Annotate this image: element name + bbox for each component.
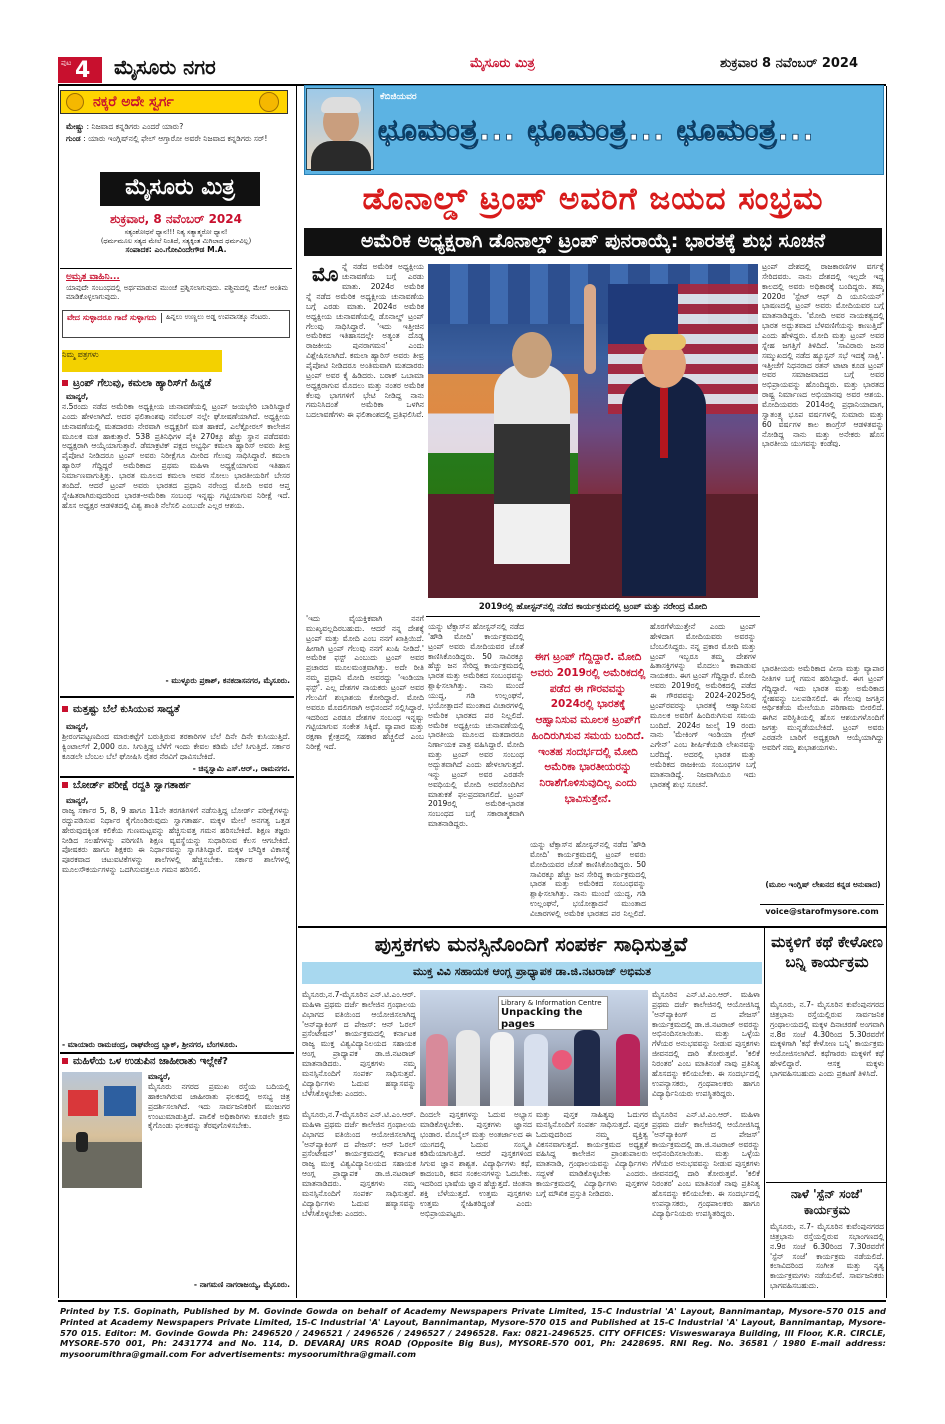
letter-4-signature: - ನಾಗಮಣಿ ನಾಗರಾಜಯ್ಯ, ಮೈಸೂರು. <box>193 1280 290 1289</box>
column-divider-right <box>764 928 765 1298</box>
billboard-photo <box>62 1072 142 1188</box>
kathe-headline: ಮಕ್ಕಳಿಗೆ ಕಥೆ ಕೇಳೋಣ ಬನ್ನಿ ಕಾರ್ಯಕ್ರಮ <box>771 933 883 972</box>
letter-4-title: ಮಹಿಳೆಯ ಒಳ ಉಡುಪಿನ ಜಾಹೀರಾತು ಇಲ್ಲೇಕೆ? <box>62 1056 228 1069</box>
columnist-photo <box>306 88 374 170</box>
column-name: ಛೂಮಂತ್ರ... ಛೂಮಂತ್ರ... ಛೂಮಂತ್ರ... <box>378 113 815 148</box>
mitra-date: ಶುಕ್ರವಾರ, 8 ನವೆಂಬರ್ 2024 <box>110 212 242 226</box>
kathe-body: ಮೈಸೂರು, ನ.7- ಮೈಸೂರಿನ ಕುವೆಂಪುನಗರದ ಚಿತ್ರಭಾನು ರಸ್ತೆಯಲ್ಲಿರುವ ಸಾರ್ವಜನಿಕ ಗ್ರಂಥಾಲಯದಲ್ಲಿ ಮಕ್ಕಳ ದಿನಾಚರಣೆ ಅಂಗವಾಗಿ ನ.8ರ ಸಂಜೆ 4.30ರಿಂದ 5.30ರವರೆಗೆ ಮಕ್ಕಳಿಗಾಗಿ 'ಕಥೆ ಕೇಳೋಣ ಬನ್ನಿ' ಕಾರ್ಯಕ್ರಮ ಆಯೋಜಿಸಲಾಗಿದೆ. ಕಥೆಗಾರರು ಮಕ್ಕಳಿಗೆ ಕಥೆ ಹೇಳಲಿದ್ದಾರೆ. ಆಸಕ್ತ ಮಕ್ಕಳು ಭಾಗವಹಿಸಬಹುದು ಎಂದು ಪ್ರಕಟಣೆ ತಿಳಿಸಿದೆ. <box>770 1000 884 1079</box>
letter-1-signature: - ಮುಳ್ಳೂರು ಪ್ರಕಾಶ್, ಕನಕದಾಸನಗರ, ಮೈಸೂರು. <box>165 676 290 685</box>
letter-3-signature: - ಮಾಯಾರು ರಾಮಚಂದ್ರ, ರಾಘವೇಂದ್ರ ಬ್ಲಾಕ್, ಶ್ರೀನಗರ, ಬೆಂಗಳೂರು. <box>62 1040 238 1049</box>
page-number-badge <box>58 57 102 83</box>
book-col1-lead: ಮೈಸೂರು,ನ.7-ಮೈಸೂರಿನ ಎನ್.ಟಿ.ಎಂ.ಆರ್. ಮಹಿಳಾ ಪ್ರಥಮ ದರ್ಜೆ ಕಾಲೇಜಿನ ಗ್ರಂಥಾಲಯ ವಿಭಾಗದ ವತಿಯಿಂದ ಆಯೋಜಿಸಲಾಗಿದ್ದ 'ಅನ್‌ಪ್ಯಾಕಿಂಗ್ ದ ಪೇಜಸ್: ಆನ್ ಓರಲ್ ಪ್ರಸೆಂಟೇಷನ್' ಕಾರ್ಯಕ್ರಮದಲ್ಲಿ ಕರ್ನಾಟಕ ರಾಜ್ಯ ಮುಕ್ತ ವಿಶ್ವವಿದ್ಯಾನಿಲಯದ ಸಹಾಯಕ ಆಂಗ್ಲ ಪ್ರಾಧ್ಯಾಪಕ ಡಾ.ಜಿ.ನಟರಾಜ್ ಮಾತನಾಡಿದರು. ಪುಸ್ತಕಗಳು ನಮ್ಮ ಮನಸ್ಸಿನೊಂದಿಗೆ ಸಂಪರ್ಕ ಸಾಧಿಸುತ್ತವೆ. ವಿದ್ಯಾರ್ಥಿಗಳು ಓದುವ ಹವ್ಯಾಸವನ್ನು ಬೆಳೆಸಿಕೊಳ್ಳಬೇಕು ಎಂದರು. <box>302 990 416 1098</box>
footer-rule <box>58 1300 886 1302</box>
article-col3-body: ಹೊರಗೆಳೆಯುತ್ತೇನೆ ಎಂದು ಟ್ರಂಪ್ ಹೇಳಿದಾಗ ಮೋದಿಯವರು ಅವರನ್ನು ಬೆಂಬಲಿಸಿದ್ದರು. ನನ್ನ ಪ್ರಕಾರ ಮೋದಿ ಮತ್ತು ಟ್ರಂಪ್ ಇಬ್ಬರೂ ತಮ್ಮ ದೇಶಗಳ ಹಿತಾಸಕ್ತಿಗಳನ್ನು ಮೊದಲು ಕಾಪಾಡುವ ನಾಯಕರು. ಈಗ ಟ್ರಂಪ್ ಗೆದ್ದಿದ್ದಾರೆ. ಮೋದಿ ಅವರು 2019ರಲ್ಲಿ ಅಮೆರಿಕದಲ್ಲಿ ಪಡೆದ ಈ ಗೌರವವನ್ನು 2024-2025ರಲ್ಲಿ ಟ್ರಂಪ್‌ರವರನ್ನು ಭಾರತಕ್ಕೆ ಆಹ್ವಾನಿಸುವ ಮೂಲಕ ಅವರಿಗೆ ಹಿಂದಿರುಗಿಸುವ ಸಮಯ ಬಂದಿದೆ. 2024ರ ಜುಲೈ 19 ರಂದು ನಾನು 'ಮೇಕಿಂಗ್ ಇಂಡಿಯಾ ಗ್ರೇಟ್ ಎಗೇನ್' ಎಂಬ ಶೀರ್ಷಿಕೆಯಡಿ ಲೇಖನವನ್ನು ಬರೆದಿದ್ದೆ. ಅದರಲ್ಲಿ ಭಾರತ ಮತ್ತು ಅಮೆರಿಕದ ರಾಜಕೀಯ ಸಂಬಂಧಗಳ ಬಗ್ಗೆ ಮಾತನಾಡಿದ್ದೆ. ನಿಜವಾಗಿಯೂ ಇದು ಭಾರತಕ್ಕೆ ಶುಭ ಸೂಚನೆ. <box>650 622 756 789</box>
column-byline: ಕೆಬಿಜಿಯವರ <box>380 92 417 102</box>
event-banner-line1: Library & Information Centre <box>501 999 602 1007</box>
letter-4-salutation: ಮಾನ್ಯರೆ, <box>148 1072 171 1081</box>
mitra-editor: ಸಂಪಾದಕ: ಎಂ.ಗೋವಿಂದೇಗೌಡ M.A. <box>125 245 227 255</box>
joke-header <box>60 90 288 114</box>
joke-title: ನಕ್ಕರೆ ಅದೇ ಸ್ವರ್ಗ <box>93 94 174 110</box>
letter-3-salutation: ಮಾನ್ಯರೆ, <box>66 796 89 805</box>
letter-1-salutation: ಮಾನ್ಯರೆ, <box>66 392 89 401</box>
letter-1-body: ನ.5ರಂದು ನಡೆದ ಅಮೆರಿಕಾ ಅಧ್ಯಕ್ಷೀಯ ಚುನಾವಣೆಯಲ್ಲಿ ಟ್ರಂಪ್ ಜಯಭೇರಿ ಬಾರಿಸಿದ್ದಾರೆ ಎಂದು ಹೇಳಲಾಗಿದೆ. ಅದರ ಫಲಿತಾಂಶವು ನವೆಂಬರ್ ನಲ್ಲೇ ಘೋಷಣೆಯಾಗಿದೆ. ಅಧ್ಯಕ್ಷೀಯ ಚುನಾವಣೆಯಲ್ಲಿ ಮತದಾರರು ನೇರವಾಗಿ ಅಧ್ಯಕ್ಷರಿಗೆ ಮತ ಹಾಕದೆ, ಎಲೆಕ್ಟೋರಲ್ ಕಾಲೇಜಿನ ಮೂಲಕ ಮತ ಹಾಕುತ್ತಾರೆ. 538 ಪ್ರತಿನಿಧಿಗಳ ಪೈಕಿ 270ಕ್ಕೂ ಹೆಚ್ಚು ಸ್ಥಾನ ಪಡೆದವರು ಅಧ್ಯಕ್ಷರಾಗಿ ಆಯ್ಕೆಯಾಗುತ್ತಾರೆ. ಡೆಮಾಕ್ರಟಿಕ್ ಪಕ್ಷದ ಅಭ್ಯರ್ಥಿ ಕಮಲಾ ಹ್ಯಾರಿಸ್ ಅವರು ತೀವ್ರ ಪೈಪೋಟಿ ನೀಡಿದರೂ ಟ್ರಂಪ್ ಅವರು ನಿರೀಕ್ಷೆಗೂ ಮೀರಿದ ಗೆಲುವು ಸಾಧಿಸಿದ್ದಾರೆ. ಕಮಲಾ ಹ್ಯಾರಿಸ್ ಗೆದ್ದಿದ್ದರೆ ಅಮೆರಿಕಾದ ಪ್ರಥಮ ಮಹಿಳಾ ಅಧ್ಯಕ್ಷೆಯಾಗುವ ಇತಿಹಾಸ ನಿರ್ಮಾಣವಾಗುತ್ತಿತ್ತು. ಭಾರತ ಮೂಲದ ಕಮಲಾ ಅವರ ಸೋಲು ಭಾರತೀಯರಿಗೆ ಬೇಸರ ತಂದಿದೆ. ಆದರೆ ಟ್ರಂಪ್ ಅವರು ಭಾರತದ ಪ್ರಧಾನಿ ನರೇಂದ್ರ ಮೋದಿ ಅವರ ಆಪ್ತ ಸ್ನೇಹಿತರಾಗಿರುವುದರಿಂದ ಭಾರತ-ಅಮೆರಿಕಾ ಸಂಬಂಧ ಇನ್ನಷ್ಟು ಗಟ್ಟಿಯಾಗುವ ನಿರೀಕ್ಷೆ ಇದೆ. ಹೊಸ ಅಧ್ಯಕ್ಷರ ಆಡಳಿತದಲ್ಲಿ ವಿಶ್ವ ಶಾಂತಿ ನೆಲೆಸಲಿ ಎಂಬುದೇ ಎಲ್ಲರ ಆಶಯ. <box>62 402 290 510</box>
issue-date: ಶುಕ್ರವಾರ 8 ನವೆಂಬರ್ 2024 <box>720 56 859 71</box>
event-photo <box>420 990 648 1106</box>
article-col4-continued: ಭಾರತೀಯರು ಅಮೆರಿಕಾದ ವೀಸಾ ಮತ್ತು ವ್ಯಾಪಾರ ನೀತಿಗಳ ಬಗ್ಗೆ ಗಮನ ಹರಿಸಿದ್ದಾರೆ. ಈಗ ಟ್ರಂಪ್ ಗೆದ್ದಿದ್ದಾರೆ. ಇದು ಭಾರತ ಮತ್ತು ಅಮೆರಿಕಾದ ಸ್ನೇಹವನ್ನು ಬಲಪಡಿಸಲಿದೆ. ಈ ಗೆಲುವು ಜಗತ್ತಿನ ಆರ್ಥಿಕತೆಯ ಮೇಲೆಯೂ ಪರಿಣಾಮ ಬೀರಲಿದೆ. ಈಗಿನ ಪರಿಸ್ಥಿತಿಯಲ್ಲಿ ಹೊಸ ಆಶಯಗಳೊಂದಿಗೆ ಜಗತ್ತು ಮುನ್ನಡೆಯಬೇಕಿದೆ. ಟ್ರಂಪ್ ಅವರು ಎರಡನೇ ಬಾರಿಗೆ ಅಧ್ಯಕ್ಷರಾಗಿ ಆಯ್ಕೆಯಾಗಿದ್ದು ಅವರಿಗೆ ನಮ್ಮ ಶುಭಾಶಯಗಳು. <box>762 664 884 752</box>
pull-quote: ಈಗ ಟ್ರಂಪ್ ಗೆದ್ದಿದ್ದಾರೆ. ಮೋದಿ ಅವರು 2019ರಲ್ಲಿ ಅಮೆರಿಕದಲ್ಲಿ ಪಡೆದ ಈ ಗೌರವವನ್ನು 2024ರಲ್ಲಿ ಭಾರತಕ್ಕೆ ಆಹ್ವಾನಿಸುವ ಮೂಲಕ ಟ್ರಂಪ್‌ಗೆ ಹಿಂದಿರುಗಿಸುವ ಸಮಯ ಬಂದಿದೆ. ಇಂತಹ ಸಂದರ್ಭದಲ್ಲಿ ಮೋದಿ ಅಮೆರಿಕಾ ಭಾರತೀಯರನ್ನು ನಿರಾಶೆಗೊಳಿಸುವುದಿಲ್ಲ ಎಂದು ಭಾವಿಸುತ್ತೇನೆ. <box>530 651 646 805</box>
proverb-right: ಹಿನ್ನಲು ಉಣ್ಣಲು ಅಡ್ಡ ಉಪವಾಸಕ್ಕೂ ನೆಂಟರು. <box>161 313 285 323</box>
letter-2-salutation: ಮಾನ್ಯರೆ, <box>66 722 89 731</box>
book-subheadline: ಮುಕ್ತ ವಿವಿ ಸಹಾಯಕ ಆಂಗ್ಲ ಪ್ರಾಧ್ಯಾಪಕ ಡಾ.ಜಿ.ನಟರಾಜ್ ಅಭಿಮತ <box>302 962 762 984</box>
page-right-border <box>886 86 887 1298</box>
nale-body: ಮೈಸೂರು, ನ.7- ಮೈಸೂರಿನ ಕುವೆಂಪುನಗರದ ಚಿತ್ರಭಾನು ರಸ್ತೆಯಲ್ಲಿರುವ ಸಭಾಂಗಣದಲ್ಲಿ ನ.9ರ ಸಂಜೆ 6.30ರಿಂದ 7.30ರವರೆಗೆ 'ಸ್ಪೆನ್ ಸಂಜೆ' ಕಾರ್ಯಕ್ರಮ ನಡೆಯಲಿದೆ. ಕಲಾವಿದರಿಂದ ಸಂಗೀತ ಮತ್ತು ನೃತ್ಯ ಕಾರ್ಯಕ್ರಮಗಳು ನಡೆಯಲಿವೆ. ಸಾರ್ವಜನಿಕರು ಭಾಗವಹಿಸಬಹುದು. <box>770 1222 884 1291</box>
mitra-tagline-1: ಸತ್ಯಂಶೋಧನೆ ಧ್ಯಾನ!!! ನಿತ್ಯ ಸತ್ಯಾತ್ಮರೋ ಧ್ಯಾನ! <box>124 228 228 236</box>
book-col4-lead: ಮೈಸೂರಿನ ಎನ್.ಟಿ.ಎಂ.ಆರ್. ಮಹಿಳಾ ಪ್ರಥಮ ದರ್ಜೆ ಕಾಲೇಜಿನಲ್ಲಿ ಆಯೋಜಿಸಿದ್ದ 'ಅನ್‌ಪ್ಯಾಕಿಂಗ್ ದ ಪೇಜಸ್' ಕಾರ್ಯಕ್ರಮದಲ್ಲಿ ಡಾ.ಜಿ.ನಟರಾಜ್ ಅವರನ್ನು ಅಭಿನಂದಿಸಲಾಯಿತು. ಮತ್ತು ಒಳ್ಳೆಯ ಗೆಳೆಯರ ಅನುಭವವನ್ನು ನೀಡುವ ಪುಸ್ತಕಗಳು ಜೀವನದಲ್ಲಿ ದಾರಿ ತೋರುತ್ತವೆ. 'ಕಲಿಕೆ ನಿರಂತರ' ಎಂಬ ಮಾತಿನಂತೆ ನಾವು ಪ್ರತಿನಿತ್ಯ ಹೊಸದನ್ನು ಕಲಿಯಬೇಕು. ಈ ಸಂದರ್ಭದಲ್ಲಿ ಉಪನ್ಯಾಸಕರು, ಗ್ರಂಥಪಾಲಕರು ಹಾಗೂ ವಿದ್ಯಾರ್ಥಿನಿಯರು ಉಪಸ್ಥಿತರಿದ್ದರು. <box>652 990 760 1098</box>
rule <box>766 1182 886 1183</box>
book-headline: ಪುಸ್ತಕಗಳು ಮನಸ್ಸಿನೊಂದಿಗೆ ಸಂಪರ್ಕ ಸಾಧಿಸುತ್ತವೆ <box>374 932 688 956</box>
rule <box>60 1052 294 1054</box>
letter-3-title: ಬೋರ್ಡ್ ಪರೀಕ್ಷೆ ರದ್ದತಿ ಸ್ವಾಗತಾರ್ಹ <box>62 780 191 793</box>
book-col1-body: ಮೈಸೂರು,ನ.7-ಮೈಸೂರಿನ ಎನ್.ಟಿ.ಎಂ.ಆರ್. ಮಹಿಳಾ ಪ್ರಥಮ ದರ್ಜೆ ಕಾಲೇಜಿನ ಗ್ರಂಥಾಲಯ ವಿಭಾಗದ ವತಿಯಿಂದ ಆಯೋಜಿಸಲಾಗಿದ್ದ 'ಅನ್‌ಪ್ಯಾಕಿಂಗ್ ದ ಪೇಜಸ್: ಆನ್ ಓರಲ್ ಪ್ರಸೆಂಟೇಷನ್' ಕಾರ್ಯಕ್ರಮದಲ್ಲಿ ಕರ್ನಾಟಕ ರಾಜ್ಯ ಮುಕ್ತ ವಿಶ್ವವಿದ್ಯಾನಿಲಯದ ಸಹಾಯಕ ಆಂಗ್ಲ ಪ್ರಾಧ್ಯಾಪಕ ಡಾ.ಜಿ.ನಟರಾಜ್ ಮಾತನಾಡಿದರು. ಪುಸ್ತಕಗಳು ನಮ್ಮ ಮನಸ್ಸಿನೊಂದಿಗೆ ಸಂಪರ್ಕ ಸಾಧಿಸುತ್ತವೆ. ವಿದ್ಯಾರ್ಥಿಗಳು ಓದುವ ಹವ್ಯಾಸವನ್ನು ಬೆಳೆಸಿಕೊಳ್ಳಬೇಕು ಎಂದರು. <box>302 1110 416 1218</box>
article-col1-lead: ನ್ನೆ ನಡೆದ ಅಮೆರಿಕ ಅಧ್ಯಕ್ಷೀಯ ಚುನಾವಣೆಯ ಬಗ್ಗೆ ಎರಡು ಮಾತು. 2024ರ ಅಮೆರಿಕ <box>342 262 424 291</box>
letter-2-title: ಮತ್ತಷ್ಟು ಬೆಲೆ ಕುಸಿಯುವ ಸಾಧ್ಯತೆ <box>62 704 180 717</box>
letter-4-body: ಮೈಸೂರು ನಗರದ ಪ್ರಮುಖ ರಸ್ತೆಯ ಬದಿಯಲ್ಲಿ ಹಾಕಲಾಗಿರುವ ಜಾಹೀರಾತು ಫಲಕದಲ್ಲಿ ಅಸಭ್ಯ ಚಿತ್ರ ಪ್ರದರ್ಶಿಸಲಾಗಿದೆ. ಇದು ಸಾರ್ವಜನಿಕರಿಗೆ ಮುಜುಗರ ಉಂಟುಮಾಡುತ್ತಿದೆ. ಪಾಲಿಕೆ ಅಧಿಕಾರಿಗಳು ಕೂಡಲೇ ಕ್ರಮ ಕೈಗೊಂಡು ಫಲಕವನ್ನು ತೆರವುಗೊಳಿಸಬೇಕು. <box>148 1082 290 1131</box>
amrutha-text: ಯಾವುದೇ ಸಂಬಂಧದಲ್ಲಿ ಅರ್ಥಮಾಡುವ ಮುಂಚೆ ಪ್ರಶ್ನಿಸಲಾಗುವುದು. ಪಶ್ಚಿಮದಲ್ಲಿ ಮೇಲೆ ಅಂತಿಮ ಮಾಡಿಕೊಳ್ಳಲಾಗುವುದು. <box>66 284 288 302</box>
letter-3-body: ರಾಜ್ಯ ಸರ್ಕಾರ 5, 8, 9 ಹಾಗೂ 11ನೇ ತರಗತಿಗಳಿಗೆ ನಡೆಸುತ್ತಿದ್ದ ಬೋರ್ಡ್ ಪರೀಕ್ಷೆಗಳನ್ನು ರದ್ದುಪಡಿಸುವ ನಿರ್ಧಾರ ಕೈಗೊಂಡಿರುವುದು ಸ್ವಾಗತಾರ್ಹ. ಮಕ್ಕಳ ಮೇಲೆ ಅನಗತ್ಯ ಒತ್ತಡ ಹೇರುವುದಕ್ಕಿಂತ ಕಲಿಕೆಯ ಗುಣಮಟ್ಟವನ್ನು ಹೆಚ್ಚಿಸುವತ್ತ ಗಮನ ಹರಿಸಬೇಕಿದೆ. ಶಿಕ್ಷಣ ತಜ್ಞರು ನೀಡಿದ ಸಲಹೆಗಳನ್ನು ಪರಿಗಣಿಸಿ ಶಿಕ್ಷಣ ವ್ಯವಸ್ಥೆಯನ್ನು ಸುಧಾರಿಸುವ ಕೆಲಸ ಆಗಬೇಕಿದೆ. ಪೋಷಕರು ಹಾಗೂ ಶಿಕ್ಷಕರು ಈ ನಿರ್ಧಾರವನ್ನು ಸ್ವಾಗತಿಸಿದ್ದಾರೆ. ಮಕ್ಕಳ ಬೌದ್ಧಿಕ ವಿಕಾಸಕ್ಕೆ ಪೂರಕವಾದ ಚಟುವಟಿಕೆಗಳನ್ನು ಶಾಲೆಗಳಲ್ಲಿ ಹೆಚ್ಚಿಸಬೇಕು. ಸರ್ಕಾರ ಶಾಲೆಗಳಲ್ಲಿ ಮೂಲಸೌಕರ್ಯಗಳನ್ನು ಒದಗಿಸುವತ್ತಲೂ ಗಮನ ಹರಿಸಲಿ. <box>62 806 290 875</box>
article-col1-continued: 'ಇದು ವೈಯಕ್ತಿಕವಾಗಿ ನನಗೆ ಮುಖ್ಯವಲ್ಲದಿರಬಹುದು. ಆದರೆ ನನ್ನ ದೇಶಕ್ಕೆ ಟ್ರಂಪ್ ಮತ್ತು ಮೋದಿ ಎಂಬ ನನಗೆ ಖಾತ್ರಿಯಿದೆ. ಹೀಗಾಗಿ ಟ್ರಂಪ್ ಗೆಲುವು ನನಗೆ ಖುಷಿ ನೀಡಿದೆ.' ಅಮೆರಿಕ ಫಸ್ಟ್ ಎಂಬುದು ಟ್ರಂಪ್ ಅವರ ಪ್ರಚಾರದ ಮೂಲಮಂತ್ರವಾಗಿತ್ತು. ಅದೇ ರೀತಿ ನಮ್ಮ ಪ್ರಧಾನಿ ಮೋದಿ ಅವರದ್ದು 'ಇಂಡಿಯಾ ಫಸ್ಟ್'. ಎಲ್ಲ ದೇಶಗಳ ನಾಯಕರು ಟ್ರಂಪ್ ಅವರ ಗೆಲುವಿಗೆ ಶುಭಾಶಯ ಕೋರಿದ್ದಾರೆ. ಮೋದಿ ಅವರೂ ಮೊದಲಿಗರಾಗಿ ಅಭಿನಂದನೆ ಸಲ್ಲಿಸಿದ್ದಾರೆ. ಇದರಿಂದ ಎರಡೂ ದೇಶಗಳ ಸಂಬಂಧ ಇನ್ನಷ್ಟು ಗಟ್ಟಿಯಾಗುವ ಸಂಕೇತ ಸಿಕ್ಕಿದೆ. ವ್ಯಾಪಾರ ಮತ್ತು ರಕ್ಷಣಾ ಕ್ಷೇತ್ರದಲ್ಲಿ ಸಹಕಾರ ಹೆಚ್ಚಲಿದೆ ಎಂಬ ನಿರೀಕ್ಷೆ ಇದೆ. <box>306 614 424 752</box>
book-col4-body: ಮೈಸೂರಿನ ಎನ್.ಟಿ.ಎಂ.ಆರ್. ಮಹಿಳಾ ಪ್ರಥಮ ದರ್ಜೆ ಕಾಲೇಜಿನಲ್ಲಿ ಆಯೋಜಿಸಿದ್ದ 'ಅನ್‌ಪ್ಯಾಕಿಂಗ್ ದ ಪೇಜಸ್' ಕಾರ್ಯಕ್ರಮದಲ್ಲಿ ಡಾ.ಜಿ.ನಟರಾಜ್ ಅವರನ್ನು ಅಭಿನಂದಿಸಲಾಯಿತು. ಮತ್ತು ಒಳ್ಳೆಯ ಗೆಳೆಯರ ಅನುಭವವನ್ನು ನೀಡುವ ಪುಸ್ತಕಗಳು ಜೀವನದಲ್ಲಿ ದಾರಿ ತೋರುತ್ತವೆ. 'ಕಲಿಕೆ ನಿರಂತರ' ಎಂಬ ಮಾತಿನಂತೆ ನಾವು ಪ್ರತಿನಿತ್ಯ ಹೊಸದನ್ನು ಕಲಿಯಬೇಕು. ಈ ಸಂದರ್ಭದಲ್ಲಿ ಉಪನ್ಯಾಸಕರು, ಗ್ರಂಥಪಾಲಕರು ಹಾಗೂ ವಿದ್ಯಾರ್ಥಿನಿಯರು ಉಪಸ್ಥಿತರಿದ್ದರು. <box>652 1110 760 1218</box>
joke-question: : ನಿಜವಾದ ಕನ್ನಡಿಗರು ಎಂದರೆ ಯಾರು? <box>86 122 184 131</box>
mitra-tagline-2: (ಧರ್ಮಮೂಲ ಸತ್ಯದ ಮೇಲೆ ನಿಂತಿದೆ, ಸತ್ಯಕ್ಕಿಂತ ಮಿಗಿಲಾದ ಧರ್ಮವಿಲ್ಲ) <box>100 236 252 245</box>
event-banner-line2: Unpacking the pages <box>501 1007 583 1031</box>
page-number: 4 <box>75 58 91 83</box>
mitra-logo-box: ಮೈಸೂರು ಮಿತ್ರ <box>100 172 260 206</box>
drop-cap: ಮೊ <box>312 262 339 286</box>
letter-2-signature: - ಚಿನ್ನಸ್ವಾಮಿ ಎಸ್.ಆರ್., ರಾಮನಗರ. <box>192 764 290 773</box>
joke-dialogue <box>66 122 291 145</box>
book-col3-body: ಮತ್ತು ಪುಸ್ತಕ ಸಾಹಿತ್ಯವು ಓದುಗರ ಮನಸ್ಸಿನೊಂದಿಗೆ ಸಂಪರ್ಕ ಸಾಧಿಸುತ್ತದೆ. ಪುಸ್ತಕ ಓದುವುದರಿಂದ ನಮ್ಮ ವ್ಯಕ್ತಿತ್ವ ವಿಕಸನವಾಗುತ್ತದೆ. ಕಾರ್ಯಕ್ರಮದ ಅಧ್ಯಕ್ಷತೆ ವಹಿಸಿದ್ದ ಕಾಲೇಜಿನ ಪ್ರಾಂಶುಪಾಲರು ಮಾತನಾಡಿ, ಗ್ರಂಥಾಲಯವನ್ನು ವಿದ್ಯಾರ್ಥಿಗಳು ಸದ್ಬಳಕೆ ಮಾಡಿಕೊಳ್ಳಬೇಕು ಎಂದರು. ಕಾರ್ಯಕ್ರಮದಲ್ಲಿ ವಿದ್ಯಾರ್ಥಿಗಳು ಪುಸ್ತಕಗಳ ಬಗ್ಗೆ ಮೌಖಿಕ ಪ್ರಸ್ತುತಿ ನೀಡಿದರು. <box>536 1110 648 1198</box>
imprint-footer: Printed by T.S. Gopinath, Published by M. Govinde Gowda on behalf of Academy Newspapers Private Limited, 15-C Industrial 'A' Layout, Bannimantap, Mysore-570 015 and Printed at Academy Newspapers Private Limited, 15-C Industrial 'A' Layout, Bannimantap, Mysore-570 015 and Published at 15-C Industrial 'A' Layout, Bannimantap, Mysore-570 015. Editor: M. Govinde Gowda Ph: 2496520 / 2496521 / 2496526 / 2496527 / 2496528. Fax: 0821-2496525. CITY OFFICES: Visweswaraya Building, III Floor, K.R. CIRCLE, MYSORE-570 001, Ph: 2431774 and No. 114, D. DEVARAJ URS ROAD (Opposite Big Bus), MYSORE-570 001, Ph: 2428695. RNI Reg. No. 36581 / 1980 E-mail address: mysoorumithra@gmail.com For advertisements: mysoorumithra@gmail.com <box>60 1306 886 1360</box>
article-col3-lower: ಯನ್ನು ಟೆಕ್ಸಾಸ್‌ನ ಹೋಸ್ಟನ್‌ನಲ್ಲಿ ನಡೆದ 'ಹೌಡಿ ಮೋದಿ' ಕಾರ್ಯಕ್ರಮದಲ್ಲಿ ಟ್ರಂಪ್ ಅವರು ಮೋದಿಯವರ ಜೊತೆ ಕಾಣಿಸಿಕೊಂಡಿದ್ದರು. 50 ಸಾವಿರಕ್ಕೂ ಹೆಚ್ಚು ಜನ ಸೇರಿದ್ದ ಕಾರ್ಯಕ್ರಮದಲ್ಲಿ ಭಾರತ ಮತ್ತು ಅಮೆರಿಕದ ಸಂಬಂಧವನ್ನು ಶ್ಲಾಘಿಸಲಾಗಿತ್ತು. ನಾನು ಮುಂದೆ ಯುದ್ಧ, ಗಡಿ ಉಲ್ಲಂಘನೆ, ಭಯೋತ್ಪಾದನೆ ಮುಂತಾದ ವಿಚಾರಗಳಲ್ಲಿ ಅಮೆರಿಕ ಭಾರತದ ಪರ ನಿಲ್ಲಲಿದೆ. <box>530 840 646 918</box>
column-divider-left <box>296 86 297 1298</box>
article-col2-body: ಯನ್ನು ಟೆಕ್ಸಾಸ್‌ನ ಹೋಸ್ಟನ್‌ನಲ್ಲಿ ನಡೆದ 'ಹೌಡಿ ಮೋದಿ' ಕಾರ್ಯಕ್ರಮದಲ್ಲಿ ಟ್ರಂಪ್ ಅವರು ಮೋದಿಯವರ ಜೊತೆ ಕಾಣಿಸಿಕೊಂಡಿದ್ದರು. 50 ಸಾವಿರಕ್ಕೂ ಹೆಚ್ಚು ಜನ ಸೇರಿದ್ದ ಕಾರ್ಯಕ್ರಮದಲ್ಲಿ ಭಾರತ ಮತ್ತು ಅಮೆರಿಕದ ಸಂಬಂಧವನ್ನು ಶ್ಲಾಘಿಸಲಾಗಿತ್ತು. ನಾನು ಮುಂದೆ ಯುದ್ಧ, ಗಡಿ ಉಲ್ಲಂಘನೆ, ಭಯೋತ್ಪಾದನೆ ಮುಂತಾದ ವಿಚಾರಗಳಲ್ಲಿ ಅಮೆರಿಕ ಭಾರತದ ಪರ ನಿಲ್ಲಲಿದೆ. ಅಮೆರಿಕ ಅಧ್ಯಕ್ಷೀಯ ಚುನಾವಣೆಯಲ್ಲಿ ಭಾರತೀಯ ಮೂಲದ ಮತದಾರರೂ ನಿರ್ಣಾಯಕ ಪಾತ್ರ ವಹಿಸಿದ್ದಾರೆ. ಮೋದಿ ಮತ್ತು ಟ್ರಂಪ್ ಅವರ ಸಂಬಂಧ ಅದ್ಭುತವಾಗಿದೆ ಎಂದು ಹೇಳಲಾಗುತ್ತದೆ. ಇನ್ನು ಟ್ರಂಪ್ ಅವರ ಎರಡನೇ ಅವಧಿಯಲ್ಲಿ ಮೋದಿ ಅವರೊಂದಿಗಿನ ಮಾತುಕತೆ ಫಲಪ್ರದವಾಗಲಿದೆ. ಟ್ರಂಪ್ 2019ರಲ್ಲಿ ಅಮೆರಿಕ-ಭಾರತ ಸಂಬಂಧದ ಬಗ್ಗೆ ಸಕಾರಾತ್ಮಕವಾಗಿ ಮಾತನಾಡಿದ್ದರು. <box>428 622 524 829</box>
article-col1-body: ನ್ನೆ ನಡೆದ ಅಮೆರಿಕ ಅಧ್ಯಕ್ಷೀಯ ಚುನಾವಣೆಯ ಬಗ್ಗೆ ಎರಡು ಮಾತು. 2024ರ ಅಮೆರಿಕ ಅಧ್ಯಕ್ಷೀಯ ಚುನಾವಣೆಯಲ್ಲಿ ಡೊನಾಲ್ಡ್ ಟ್ರಂಪ್ ಗೆಲುವು ಸಾಧಿಸಿದ್ದಾರೆ. 'ಇದು ಇತ್ತೀಚಿನ ಅಮೆರಿಕದ ಇತಿಹಾಸದಲ್ಲೇ ಅತ್ಯಂತ ದೊಡ್ಡ ರಾಜಕೀಯ ಪುನರಾಗಮನ' ಎಂದು ವಿಶ್ಲೇಷಿಸಲಾಗಿದೆ. ಕಮಲಾ ಹ್ಯಾರಿಸ್ ಅವರು ತೀವ್ರ ಪೈಪೋಟಿ ನೀಡಿದರೂ ಅಂತಿಮವಾಗಿ ಮತದಾರರು ಟ್ರಂಪ್ ಅವರ ಕೈ ಹಿಡಿದರು. ಬರಾಕ್ ಒಬಾಮಾ ಅಧ್ಯಕ್ಷರಾಗುವ ಮೊದಲು ಮತ್ತು ನಂತರ ಅಮೆರಿಕ ಕೆಲವು ಭಾಗಗಳಿಗೆ ಭೇಟಿ ನೀಡಿದ್ದ ನಾನು ಗಮನಿಸಿದಂತೆ ಅಮೆರಿಕಾ ಒಳಗಿನ ಬದಲಾವಣೆಗಳು ಈ ಫಲಿತಾಂಶದಲ್ಲಿ ಪ್ರತಿಫಲಿಸಿವೆ. <box>306 292 424 420</box>
mitra-tagline <box>60 228 292 255</box>
book-col2-body: ದಿಂದಲೇ ಪುಸ್ತಕಗಳನ್ನು ಓದುವ ಅಭ್ಯಾಸ ಮಾಡಿಕೊಳ್ಳಬೇಕು. ಪುಸ್ತಕಗಳು ಜ್ಞಾನದ ಭಂಡಾರ. ಮೊಬೈಲ್ ಮತ್ತು ಅಂತರ್ಜಾಲದ ಈ ಯುಗದಲ್ಲಿ ಓದುವ ಸಂಸ್ಕೃತಿ ಕಡಿಮೆಯಾಗುತ್ತಿದೆ. ಆದರೆ ಪುಸ್ತಕಗಳಿಂದ ಸಿಗುವ ಜ್ಞಾನ ಶಾಶ್ವತ. ವಿದ್ಯಾರ್ಥಿಗಳು ಕಥೆ, ಕಾದಂಬರಿ, ಕವನ ಸಂಕಲನಗಳನ್ನು ಓದಬೇಕು. ಇದರಿಂದ ಭಾಷೆಯ ಜ್ಞಾನ ಹೆಚ್ಚುತ್ತದೆ. ಚಿಂತನಾ ಶಕ್ತಿ ಬೆಳೆಯುತ್ತದೆ. ಉತ್ತಮ ಪುಸ್ತಕಗಳು ಉತ್ತಮ ಸ್ನೇಹಿತರಿದ್ದಂತೆ ಎಂದು ಅಭಿಪ್ರಾಯಪಟ್ಟರು. <box>420 1110 532 1218</box>
joke-q-speaker: ಮೇಷ್ಟ್ರು <box>66 122 85 131</box>
trump-modi-photo <box>428 264 758 598</box>
cartoon-face-icon <box>259 92 279 112</box>
joke-answer: : ಯಾರು ಇಂಗ್ಲಿಷ್‌ನಲ್ಲಿ ಫೇಲ್ ಆಗ್ತಾರೋ ಅವರೇ ನಿಜವಾದ ಕನ್ನಡಿಗರು ಸರ್! <box>83 134 268 144</box>
main-headline: ಡೊನಾಲ್ಡ್ ಟ್ರಂಪ್ ಅವರಿಗೆ ಜಯದ ಸಂಭ್ರಮ <box>362 181 824 217</box>
rule <box>60 696 294 698</box>
article-col4-body: ಟ್ರಂಪ್ ದೇಶದಲ್ಲಿ ರಾಜಕಾರಣಿಗಳ ವರ್ಗಕ್ಕೆ ಸೇರಿದವರು. ನಾನು ದೇಶದಲ್ಲಿ ಇಲ್ಲದೇ ಇದ್ದ ಕಾಲದಲ್ಲಿ ಅವರು ಅಧಿಕಾರಕ್ಕೆ ಬಂದಿದ್ದರು. ತಮ್ಮ 2020ರ 'ಸ್ಟೇಟ್ ಆಫ್ ದಿ ಯೂನಿಯನ್' ಭಾಷಣದಲ್ಲಿ ಟ್ರಂಪ್ ಅವರು ಮೋದಿಯವರ ಬಗ್ಗೆ ಮಾತನಾಡಿದ್ದರು. 'ಮೋದಿ ಅವರ ನಾಯಕತ್ವದಲ್ಲಿ ಭಾರತ ಅದ್ಭುತವಾದ ಬೆಳವಣಿಗೆಯನ್ನು ಕಾಣುತ್ತಿದೆ' ಎಂದು ಹೇಳಿದ್ದರು. ಮೋದಿ ಮತ್ತು ಟ್ರಂಪ್ ಅವರ ಸ್ನೇಹ ಜಗತ್ತಿಗೆ ತಿಳಿದಿದೆ. 'ಸಾವಿರಾರು ಜನರ ಸಮ್ಮುಖದಲ್ಲಿ ನಡೆದ ಹ್ಯೂಸ್ಟನ್ ಸಭೆ ಇದಕ್ಕೆ ಸಾಕ್ಷಿ'. ಇತ್ತೀಚೆಗೆ ನಿಧನರಾದ ರತನ್ ಟಾಟಾ ಕೂಡ ಟ್ರಂಪ್ ಅವರ ಸಮಾಜವಾದದ ಬಗ್ಗೆ ಅವರ ಅಭಿಪ್ರಾಯವನ್ನು ಹೊಂದಿದ್ದರು. ಮತ್ತು ಭಾರತದ ರಾಷ್ಟ್ರ ನಿರ್ಮಾಣದ ಅಭಿಯಾನವು ಅವರ ಆಶಯ. ಮೋದಿಯವರು 2014ರಲ್ಲಿ ಪ್ರಧಾನಿಯಾದಾಗ, ಸ್ವಾತಂತ್ರ್ಯ ಭೂಪ ವರ್ಷಗಳಲ್ಲಿ ಸುಮಾರು ಮತ್ತು 60 ವರ್ಷಗಳ ಕಾಲ ಕಾಂಗ್ರೆಸ್ ಆಡಳಿತವನ್ನು ನೋಡಿದ್ದ ನಾನು ಮತ್ತು ಅನೇಕರು ಹೊಸ ಭಾರತೀಯ ಯುಗವನ್ನು ಕಂಡೆವು. <box>762 262 884 449</box>
proverb-box <box>62 310 290 338</box>
rule <box>60 268 292 269</box>
rule <box>426 616 760 617</box>
letter-1-title: ಟ್ರಂಪ್ ಗೆಲುವು, ಕಮಲಾ ಹ್ಯಾರಿಸ್‌ಗೆ ಹಿನ್ನಡೆ <box>62 378 211 391</box>
amrutha-title: ಅಮೃತ ವಾಹಿನಿ... <box>66 272 120 282</box>
page-label: ಪುಟ <box>61 59 72 67</box>
page-left-border <box>58 86 59 1298</box>
letter-2-body: ಶ್ರೀರಂಗಪಟ್ಟಣದಿಂದ ಮಾರುಕಟ್ಟೆಗೆ ಬರುತ್ತಿರುವ ತರಕಾರಿಗಳ ಬೆಲೆ ದಿನೇ ದಿನೇ ಕುಸಿಯುತ್ತಿದೆ. ಕ್ವಿಂಟಾಲ್‌ಗೆ 2,000 ರೂ. ಸಿಗುತ್ತಿದ್ದ ಬೆಳೆಗೆ ಇಂದು ಕೇವಲ ಕಡಿಮೆ ಬೆಲೆ ಸಿಗುತ್ತಿದೆ. ಸರ್ಕಾರ ಕೂಡಲೇ ಬೆಂಬಲ ಬೆಲೆ ಘೋಷಿಸಿ ರೈತರ ನೆರವಿಗೆ ಧಾವಿಸಬೇಕಿದೆ. <box>62 732 290 760</box>
joke-a-speaker: ಗುಂಡ <box>66 134 81 144</box>
rule <box>298 926 886 928</box>
main-subheadline: ಅಮೆರಿಕ ಅಧ್ಯಕ್ಷರಾಗಿ ಡೊನಾಲ್ಡ್ ಟ್ರಂಪ್ ಪುನರಾಯ್ಕೆ: ಭಾರತಕ್ಕೆ ಶುಭ ಸೂಚನೆ <box>304 228 882 256</box>
proverb-left: ವೇದ ಸುಳ್ಳಾದರೂ ಗಾದೆ ಸುಳ್ಳಾಗದು <box>67 313 157 322</box>
photo-caption: 2019ರಲ್ಲಿ ಹೋಸ್ಟನ್‌ನಲ್ಲಿ ನಡೆದ ಕಾರ್ಯಕ್ರಮದಲ್ಲಿ ಟ್ರಂಪ್ ಮತ್ತು ನರೇಂದ್ರ ಮೋದಿ <box>478 602 708 612</box>
nale-headline: ನಾಳೆ 'ಸ್ಪೆನ್ ಸಂಜೆ' ಕಾರ್ಯಕ್ರಮ <box>790 1187 864 1218</box>
laughing-face-icon <box>66 93 84 111</box>
letters-header: ನಿಮ್ಮ ಪತ್ರಗಳು <box>62 350 222 372</box>
rule <box>60 776 294 778</box>
contact-email: voice@starofmysore.com <box>760 904 884 917</box>
article-translation-note: (ಮೂಲ ಇಂಗ್ಲಿಷ್ ಲೇಖನದ ಕನ್ನಡ ಅನುವಾದ) <box>765 880 881 889</box>
section-title: ಮೈಸೂರು ನಗರ <box>114 55 216 79</box>
paper-name: ಮೈಸೂರು ಮಿತ್ರ <box>470 56 535 71</box>
